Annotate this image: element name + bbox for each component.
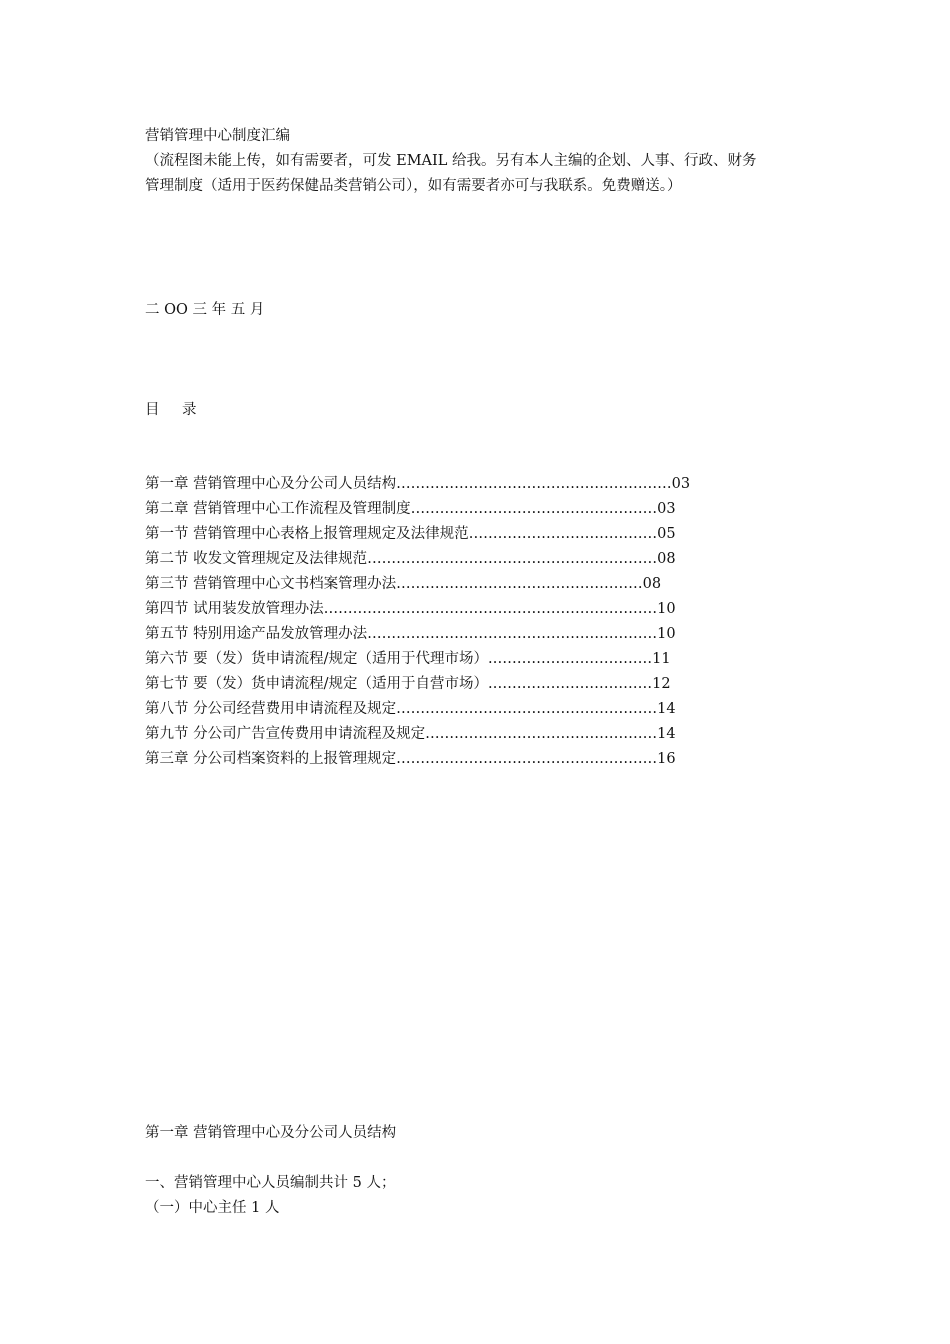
toc-entry[interactable]: 第四节 试用装发放管理办法……………………………………………………………10 <box>145 601 676 617</box>
toc-entry[interactable]: 第一节 营销管理中心表格上报管理规定及法律规范…………………………………05 <box>145 526 676 542</box>
chapter-item: 一、营销管理中心人员编制共计 5 人； <box>145 1175 396 1191</box>
document-date: 二 OO 三 年 五 月 <box>145 302 265 318</box>
toc-entry[interactable]: 第五节 特别用途产品发放管理办法……………………………………………………10 <box>145 626 676 642</box>
chapter-subitem: （一）中心主任 1 人 <box>145 1200 280 1216</box>
toc-entry[interactable]: 第七节 要（发）货申请流程/规定（适用于自营市场）.……………………………12 <box>145 676 671 692</box>
toc-entry[interactable]: 第六节 要（发）货申请流程/规定（适用于代理市场）.……………………………11 <box>145 651 671 667</box>
note-line-1: （流程图未能上传，如有需要者，可发 EMAIL 给我。另有本人主编的企划、人事、行政、财务 <box>145 153 757 169</box>
chapter-heading: 第一章 营销管理中心及分公司人员结构 <box>145 1125 397 1141</box>
toc-entry[interactable]: 第一章 营销管理中心及分公司人员结构…………………………………………………03 <box>145 476 691 492</box>
toc-entry[interactable]: 第三章 分公司档案资料的上报管理规定………………………………………………16 <box>145 751 676 767</box>
toc-entry[interactable]: 第九节 分公司广告宣传费用申请流程及规定…………………………………………14 <box>145 726 676 742</box>
toc-heading: 目 录 <box>145 402 201 418</box>
note-line-2: 管理制度（适用于医药保健品类营销公司），如有需要者亦可与我联系。免费赠送。） <box>145 178 682 194</box>
toc-entry[interactable]: 第二章 营销管理中心工作流程及管理制度……………………………………………03 <box>145 501 676 517</box>
toc-entry[interactable]: 第三节 营销管理中心文书档案管理办法……………………………………………08 <box>145 576 662 592</box>
toc-entry[interactable]: 第八节 分公司经营费用申请流程及规定………………………………………………14 <box>145 701 676 717</box>
toc-entry[interactable]: 第二节 收发文管理规定及法律规范……………………………………………………08 <box>145 551 676 567</box>
document-title: 营销管理中心制度汇编 <box>145 128 290 144</box>
